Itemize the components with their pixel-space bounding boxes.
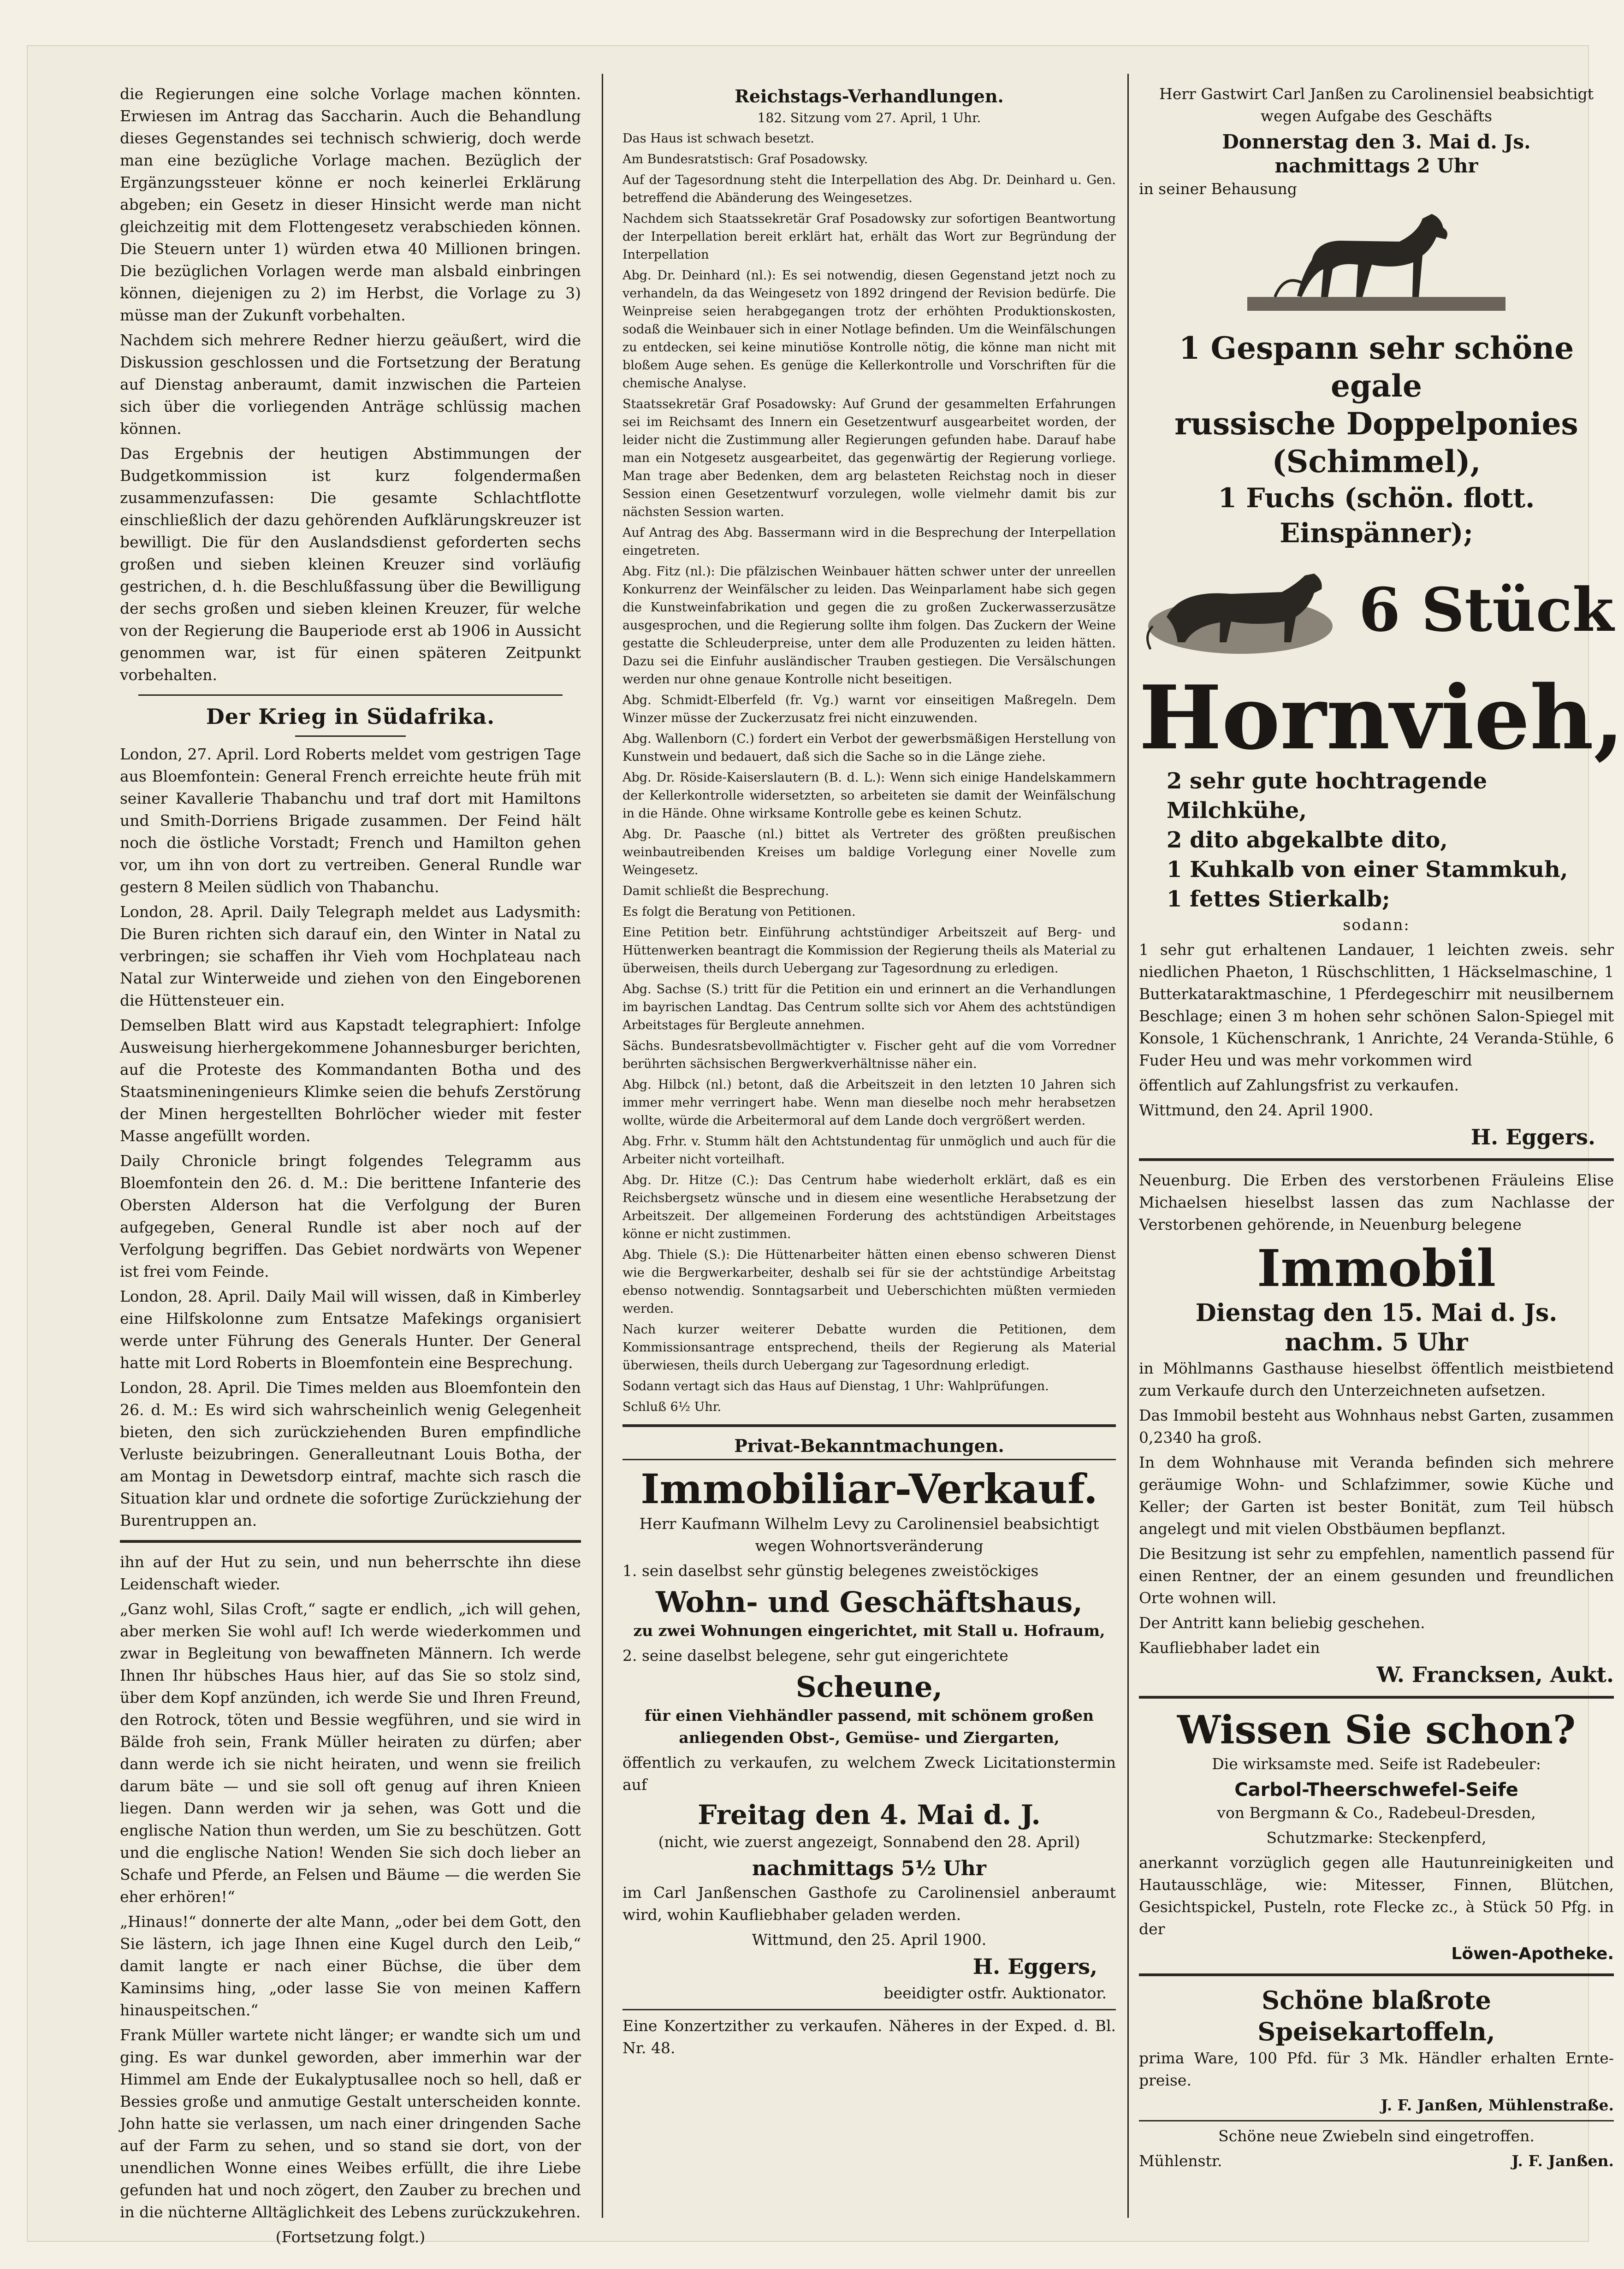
ad-title: Wissen Sie schon? — [1177, 1707, 1576, 1753]
ad-date-note: (nicht, wie zuerst angezeigt, Sonnabend den 28. April) — [658, 1833, 1080, 1851]
ad-signoff: Wittmund, den 25. April 1900. — [752, 1931, 987, 1949]
ad-signature: H. Eggers. — [1470, 1125, 1595, 1149]
ad-terms: öffentlich auf Zahlungsfrist zu verkaufen. — [1139, 1076, 1459, 1094]
divider — [622, 1459, 1116, 1460]
story-paragraph: „Ganz wohl, Silas Croft,“ sagte er endlich, „ich will gehen, aber merken Sie wohl auf! Ich werde wiederkommen und zwar in Begleitung von bewaffneten Männern. Ich werde Ihnen Ihr hübsches Haus hier, auf das Sie so stolz sind, über dem Kopf anzünden, ich werde Sie und Ihren Freund, den Rotrock, töten und Bessie wegführen, und sie wird in Bälde froh sein, Frank Müller heiraten zu dürfen; aber dann werde ich sie nicht heiraten, und wenn sie freilich darum bäte — und sie soll oft genug auf ihren Knieen liegen. Dann werden wir ja sehen, was Gott und die englische Nation thun werden, um Sie zu beschützen. Gott und die englische Nation! Wenden Sie sich doch lieber an Schafe und Pferde, an Felsen und Bäume — die werden Sie eher erhören!“ — [120, 1600, 581, 1906]
cattle-illustration — [1139, 557, 1342, 663]
ad-item: 2. seine daselbst belegene, sehr gut eingerichtete — [622, 1647, 1008, 1665]
column-rule — [602, 74, 603, 2218]
ad-body: Der Antritt kann beliebig geschehen. — [1139, 1614, 1425, 1632]
news-item: London, 28. April. Die Times melden aus Bloemfontein den 26. d. M.: Es wird sich wahrscheinlich wenig Gelegenheit bieten, den sich zurückziehenden Buren empfindliche Verluste beizubringen. Generalleutnant Louis Botha, der am Montag in Dewetsdorp eintraf, machte sich rasch die Situation klar und ordnete die sofortige Zurückziehung der Burentruppen an. — [120, 1379, 581, 1529]
war-heading: Der Krieg in Südafrika. — [206, 704, 495, 729]
cattle-item: 2 sehr gute hochtragende Milchkühe, — [1167, 768, 1488, 823]
ad-product: Carbol-Theerschwefel-Seife — [1234, 1779, 1518, 1801]
horse-illustration — [1247, 205, 1505, 325]
cattle-count: 6 Stück — [1358, 575, 1614, 645]
story-paragraph: Frank Müller wartete nicht länger; er wandte sich um und ging. Es war dunkel geworden, aber immerhin war der Himmel am Ende der Eukalyptusallee noch so hell, daß er Bessies große und anmutige Gestalt unterscheiden konnte. John hatte sie verlassen, um nach einer dringenden Sache auf der Farm zu sehen, und so stand sie dort, von der unendlichen Wonne eines Weibes erfüllt, die ihre Liebe gefunden hat und noch zögert, den Zauber zu brechen und in die nüchterne Alltäglichkeit des Lebens zurückzukehren. — [120, 2026, 581, 2221]
report-paragraph: Abg. Hilbck (nl.) betont, daß die Arbeitszeit in den letzten 10 Jahren sich immer mehr verringert habe. Wenn man dieselbe noch mehr herabsetzen wollte, würde die Arbeitermoral auf dem Lande doch vergrößert werden. — [622, 1078, 1116, 1128]
ad-title: Immobil — [1257, 1238, 1496, 1298]
story-footer: (Fortsetzung folgt.) — [275, 2228, 426, 2246]
ad-intro: Herr Gastwirt Carl Janßen zu Carolinensiel beabsichtigt wegen Aufgabe des Geschäfts — [1159, 85, 1594, 125]
ad-place: im Carl Janßenschen Gasthofe zu Carolinensiel anberaumt wird, wohin Kaufliebhaber geladen werden. — [622, 1884, 1116, 1924]
report-paragraph: Damit schließt die Besprechung. — [622, 884, 829, 898]
ad-date: Dienstag den 15. Mai d. Js. — [1195, 1299, 1558, 1327]
onion-ad — [1139, 2125, 1614, 2175]
ad-body: Die Besitzung ist sehr zu empfehlen, namentlich passend für einen Rentner, der an einem gesunden und freundlichen Orte wohnen will. — [1139, 1545, 1614, 1607]
divider — [622, 2009, 1116, 2010]
report-paragraph: Es folgt die Beratung von Petitionen. — [622, 905, 856, 919]
report-paragraph: Abg. Dr. Hitze (C.): Das Centrum habe wiederholt erklärt, daß es ein Reichsbergsetz wünsche und in diesem eine wesentliche Herabsetzung der Arbeitszeit. Der allgemeinen Forderung des achtstündigen Arbeitstages könne er nicht zustimmen. — [622, 1173, 1116, 1241]
divider — [138, 694, 563, 696]
ad-place: in seiner Behausung — [1139, 180, 1297, 198]
report-paragraph: Abg. Thiele (S.): Die Hüttenarbeiter hätten einen ebenso schweren Dienst wie die Bergwerkarbeiter, deshalb sei für sie der achtstündige Arbeitstag ebenso notwendig. Sonntagsarbeit und Ueberschichten müßten vermieden werden. — [622, 1248, 1116, 1316]
ad-body: anerkannt vorzüglich gegen alle Hautunreinigkeiten und Hautausschläge, wie: Mitesser, Finnen, Blütchen, Gesichtspickel, Pusteln, rote Flecke zc., à Stück 50 Pfg. in der — [1139, 1854, 1614, 1938]
report-paragraph: Abg. Dr. Röside-Kaiserslautern (B. d. L.): Wenn sich einige Handelskammern der Kellerkontrolle widersetzten, so arbeiteten sie damit der Weinfälschung in die Hände. Ohne wirksame Kontrolle gebe es keinen Schutz. — [622, 770, 1116, 821]
ad-street: Mühlenstr. — [1139, 2152, 1222, 2170]
ad-signoff: Wittmund, den 24. April 1900. — [1139, 1101, 1374, 1119]
report-paragraph: Abg. Dr. Paasche (nl.) bittet als Vertreter des größten preußischen weinbautreibenden Kreises um baldige Vorlegung einer Novelle zum Weingesetz. — [622, 827, 1116, 877]
ad-extra-items: 1 sehr gut erhaltenen Landauer, 1 leichten zweis. sehr niedlichen Phaeton, 1 Rüschschlitten, 1 Häckselmaschine, 1 Butterkataraktmaschine, 1 Pferdegeschirr mit neusilbernem Beschlage; einen 3 m hohen sehr schönen Salon-Spiegel mit Konsole, 1 Küchenschrank, 1 Anrichte, 24 Veranda-Stühle, 6 Fuder Heu und was mehr vorkommen wird — [1139, 941, 1614, 1069]
ad-intro: Neuenburg. Die Erben des verstorbenen Fräuleins Elise Michaelsen hieselbst lassen das zum Nachlasse der Verstorbenen gehörende, in Neuenburg belegene — [1139, 1171, 1614, 1233]
news-item: Demselben Blatt wird aus Kapstadt telegraphiert: Infolge Ausweisung hierhergekommene Johannesburger berichten, auf die Proteste des Kommandanten Botha und des Staatsmineningenieurs Klimke seien die behufs Zerstörung der Minen hergestellten Bohrlöcher wieder mit fester Masse angefüllt worden. — [120, 1016, 581, 1145]
zither-ad: Eine Konzertzither zu verkaufen. Näheres in der Exped. d. Bl. Nr. 48. — [622, 2017, 1116, 2057]
report-paragraph: Auf Antrag des Abg. Bassermann wird in die Besprechung der Interpellation eingetreten. — [622, 526, 1116, 558]
ad-barn: Scheune, — [795, 1670, 943, 1704]
ad-sale-text: öffentlich zu verkaufen, zu welchem Zweck Licitationstermin auf — [622, 1754, 1116, 1794]
ad-time: nachm. 5 Uhr — [1285, 1328, 1468, 1357]
ad-time: nachmittags 5½ Uhr — [752, 1857, 986, 1880]
news-item: London, 28. April. Daily Telegraph meldet aus Ladysmith: Die Buren richten sich darauf ein, den Winter in Natal zu verbringen; sie schaffen ihr Vieh vom Hochplateau nach Natal zur Winterweide und ziehen von den Eingeborenen die Hüttensteuer ein. — [120, 903, 581, 1009]
report-paragraph: Sächs. Bundesratsbevollmächtigter v. Fischer geht auf die vom Vorredner berührten sächsischen Bergwerkverhältnisse näher ein. — [622, 1039, 1116, 1071]
ad-sodann: sodann: — [1343, 916, 1410, 934]
ad-signature: H. Eggers, — [972, 1954, 1097, 1979]
news-item: London, 28. April. Daily Mail will wissen, daß in Kimberley eine Hilfskolonne zum Entsatze Mafekings organisiert werde unter Führung des Generals Hunter. Der General hatte mit Lord Roberts in Bloemfontein eine Besprechung. — [120, 1287, 581, 1372]
column-right — [1139, 83, 1624, 2204]
report-paragraph: Abg. Frhr. v. Stumm hält den Achtstundentag für unmöglich und auch für die Arbeiter nicht vorteilhaft. — [622, 1134, 1116, 1167]
section-divider — [622, 1424, 1116, 1427]
newspaper-page — [28, 46, 1624, 2246]
report-paragraph: Nachdem sich Staatssekretär Graf Posadowsky zur sofortigen Beantwortung der Interpellation bereit erklärt hat, erhält das Wort zur Begründung der Interpellation — [622, 212, 1116, 262]
cattle-title: Hornvieh, — [1139, 666, 1624, 769]
ad-body: Kaufliebhaber ladet ein — [1139, 1639, 1320, 1657]
news-item: London, 27. April. Lord Roberts meldet vom gestrigen Tage aus Bloemfontein: General French erreichte heute früh mit seiner Kavallerie Thabanchu und traf dort mit Hamiltons und Smith-Dorriens Brigade zusammen. Der Feind hält noch die östliche Vorstadt; French und Hamilton gehen vor, um ihn von dort zu vertreiben. General Rundle war gestern 8 Meilen südlich von Thabanchu. — [120, 745, 581, 896]
article-paragraph: Nachdem sich mehrere Redner hierzu geäußert, wird die Diskussion geschlossen und die Fortsetzung der Beratung auf Dienstag anberaumt, damit inzwischen die Parteien sich über die vorliegenden Anträge schlüssig machen können. — [120, 331, 581, 438]
immobil-ad — [1139, 1169, 1614, 1688]
column-middle — [622, 83, 1116, 2204]
session-subheading: 182. Sitzung vom 27. April, 1 Uhr. — [757, 110, 981, 125]
ad-signature: J. F. Janßen. — [1511, 2152, 1614, 2170]
potato-ad — [1139, 1985, 1614, 2116]
story-paragraph: „Hinaus!“ donnerte der alte Mann, „oder bei dem Gott, den Sie lästern, ich jage Ihnen eine Kugel durch den Leib,“ damit langte er nach einer Büchse, die über dem Kaminsims hing, „oder lasse Sie von meinen Kaffern hinauspeitschen.“ — [120, 1913, 581, 2019]
cattle-item: 2 dito abgekalbte dito, — [1167, 827, 1448, 853]
ad-mark: Schutzmarke: Steckenpferd, — [1266, 1829, 1487, 1847]
ad-house-detail: zu zwei Wohnungen eingerichtet, mit Stall u. Hofraum, — [633, 1622, 1105, 1640]
section-divider — [1139, 1973, 1614, 1976]
soap-ad — [1139, 1707, 1614, 1965]
story-paragraph: ihn auf der Hut zu sein, und nun beherrschte ihn diese Leidenschaft wieder. — [120, 1553, 581, 1593]
ad-footer-row — [1139, 2150, 1614, 2175]
ad-title: Immobiliar-Verkauf. — [640, 1465, 1098, 1513]
ad-signature: J. F. Janßen, Mühlenstraße. — [1381, 2096, 1614, 2114]
ad-house: Wohn- und Geschäftshaus, — [656, 1585, 1083, 1619]
report-paragraph: Das Haus ist schwach besetzt. — [622, 131, 814, 146]
ad-signature: W. Francksen, Aukt. — [1376, 1662, 1614, 1687]
ad-body: in Möhlmanns Gasthause hieselbst öffentlich meistbietend zum Verkaufe durch den Unterzeichneten aufsetzen. — [1139, 1359, 1614, 1399]
cattle-item: 1 fettes Stierkalb; — [1167, 886, 1390, 912]
report-paragraph: Auf der Tagesordnung steht die Interpellation des Abg. Dr. Deinhard u. Gen. betreffend die Abänderung des Weingesetzes. — [622, 173, 1116, 205]
report-paragraph: Sodann vertagt sich das Haus auf Dienstag, 1 Uhr: Wahlprüfungen. — [622, 1379, 1049, 1393]
ad-time: nachmittags 2 Uhr — [1274, 154, 1478, 177]
ad-date: Donnerstag den 3. Mai d. Js. — [1222, 130, 1531, 153]
private-notices-heading: Privat-Bekanntmachungen. — [734, 1435, 1004, 1456]
ad-item: 1. sein daselbst sehr günstig belegenes zweistöckiges — [622, 1562, 1039, 1580]
ad-line: russische Doppelponies — [1174, 406, 1578, 442]
report-paragraph: Schluß 6½ Uhr. — [622, 1400, 722, 1414]
news-item: Daily Chronicle bringt folgendes Telegramm aus Bloemfontein den 26. d. M.: Die berittene Infanterie des Obersten Alderson hat die Verfolgung der Buren aufgegeben, General Rundle ist aber noch auf der Verfolgung begriffen. Das Gebiet nordwärts von Wepener ist frei vom Feinde. — [120, 1152, 581, 1280]
reichstag-heading: Reichstags-Verhandlungen. — [735, 86, 1004, 107]
article-paragraph: Das Ergebnis der heutigen Abstimmungen der Budgetkommission ist kurz folgendermaßen zusammenzufassen: Die gesamte Schlachtflotte einschließlich der dazu gehörenden Aufklärungskreuzer ist bewilligt. Die für den Auslandsdienst geforderten sechs großen und sieben kleinen Kreuzer sind vorläufig gestrichen, d. h. die Beschlußfassung über die Bewilligung der sechs großen und sieben kleinen Kreuzer, für welche von der Regierung die Bauperiode erst ab 1906 in Aussicht genommen war, ist für einen späteren Zeitpunkt vorbehalten. — [120, 444, 581, 684]
divider — [295, 735, 406, 737]
livestock-auction-ad — [1139, 83, 1624, 1150]
ad-line: (Schimmel), — [1272, 444, 1481, 480]
section-divider — [1139, 1158, 1614, 1161]
ad-maker: von Bergmann & Co., Radebeul-Dresden, — [1217, 1804, 1536, 1822]
report-paragraph: Abg. Dr. Deinhard (nl.): Es sei notwendig, diesen Gegenstand jetzt noch zu verhandeln, da das Weingesetz von 1892 dringend der Revision bedürfe. Die Weinpreise seien herabgegangen trotz der erhöhten Produktionskosten, sodaß die Weinbauer sich in einer Notlage befinden. Um die Weinfälschungen zu entdecken, sei keine minutiöse Kontrolle nötig, die könne man nicht mit bloßem Auge sehen. Es genüge die Kellerkontrolle und Vorschriften für die chemische Analyse. — [622, 268, 1116, 391]
report-paragraph: Abg. Sachse (S.) tritt für die Petition ein und erinnert an die Verhandlungen im bayrischen Landtag. Das Centrum sollte sich vor Ahem des achtstündigen Arbeitstages für Bergleute annehmen. — [622, 982, 1116, 1032]
cattle-row — [1139, 557, 1614, 663]
report-paragraph: Staatssekretär Graf Posadowsky: Auf Grund der gesammelten Erfahrungen sei im Reichsamt des Innern ein Gesetzentwurf ausgearbeitet worden, der leider nicht die Zustimmung aller Regierungen gefunden habe. Darauf habe man ein Notgesetz ausgearbeitet, das gegenwärtig der Regierung vorliege. Man trage aber Bedenken, dem arg belasteten Reichstag noch in dieser Session einen Gesetzentwurf vorzulegen, wolle vielmehr damit bis zur nächsten Session warten. — [622, 397, 1116, 519]
cattle-item: 1 Kuhkalb von einer Stammkuh, — [1167, 857, 1568, 883]
reichstag-report — [622, 130, 1116, 1416]
divider — [1139, 2120, 1614, 2121]
ad-body: Schöne neue Zwiebeln sind eingetroffen. — [1218, 2127, 1535, 2145]
column-left — [120, 83, 581, 2246]
column-rule — [1127, 74, 1129, 2218]
report-paragraph: Am Bundesratstisch: Graf Posadowsky. — [622, 152, 868, 166]
property-sale-ad — [622, 1465, 1116, 2004]
report-paragraph: Abg. Fitz (nl.): Die pfälzischen Weinbauer hätten schwer unter der unreellen Konkurrenz der Weinfälscher zu leiden. Das Weinparlament habe sich gegen die Kunstweinfabrikation und gegen die zu großen Zuckerwasserzusätze ausgesprochen, und die Regierung sollte ihm folgen. Das Zuckern der Weine gestatte die Schleuderpreise, unter dem alle Produzenten zu leiden hätten. Dazu sei die Einfuhr ausländischer Trauben gestiegen. Die Versälschungen werden nur ohne genaue Kontrolle nicht beseitigen. — [622, 564, 1116, 687]
report-paragraph: Abg. Wallenborn (C.) fordert ein Verbot der gewerbsmäßigen Herstellung von Kunstwein und bedauert, daß sich die Sache so in die Länge ziehe. — [622, 732, 1116, 764]
article-paragraph: die Regierungen eine solche Vorlage machen könnten. Erwiesen im Antrag das Saccharin. Auch die Behandlung dieses Gegenstandes sei technisch schwierig, doch werde man eine bezügliche Vorlage machen. Bezüglich der Ergänzungssteuer könne er noch keinerlei Erklärung abgeben; ein Gesetz in dieser Hinsicht werde man nicht gleichzeitig mit dem Flottengesetz verabschieden können. Die Steuern unter 1) würden etwa 40 Millionen bringen. Die bezüglichen Vorlagen werde man alsbald einbringen können, diejenigen zu 2) im Herbst, die Vorlage zu 3) müsse man der Zukunft vorbehalten. — [120, 85, 581, 324]
ad-line: 1 Fuchs (schön. flott. Einspänner); — [1218, 482, 1535, 549]
report-paragraph: Nach kurzer weiterer Debatte wurden die Petitionen, dem Kommissionsantrage entsprechend, theils der Regierung als Material überwiesen, theils durch Uebergang zur Tagesordnung erledigt. — [622, 1322, 1116, 1373]
report-paragraph: Abg. Schmidt-Elberfeld (fr. Vg.) warnt vor einseitigen Maßregeln. Dem Winzer müsse der Zuckerzusatz frei nicht einzuwenden. — [622, 693, 1116, 725]
ad-barn-detail: für einen Viehhändler passend, mit schönem großen anliegenden Obst-, Gemüse- und Ziergarten, — [645, 1706, 1094, 1747]
ad-body: prima Ware, 100 Pfd. für 3 Mk. Händler erhalten Erntepreise. — [1139, 2049, 1614, 2089]
ad-line: 1 Gespann sehr schöne egale — [1179, 330, 1574, 404]
ad-title: Schöne blaßrote Speisekartoffeln, — [1257, 1985, 1495, 2046]
section-divider — [1139, 1696, 1614, 1699]
ad-intro: Herr Kaufmann Wilhelm Levy zu Carolinensiel beabsichtigt wegen Wohnortsveränderung — [639, 1515, 1099, 1555]
ad-line: Die wirksamste med. Seife ist Radebeuler: — [1212, 1755, 1541, 1773]
report-paragraph: Eine Petition betr. Einführung achtstündiger Arbeitszeit auf Berg- und Hüttenwerken beantragt die Kommission der Regierung theils als Material zu überweisen, theils durch Uebergang zur Tagesordnung zu erledigen. — [622, 925, 1116, 976]
ad-body: In dem Wohnhause mit Veranda befinden sich mehrere geräumige Wohn- und Schlafzimmer, sowie Küche und Keller; der Garten ist bester Bonität, zum Teil hübsch angelegt und mit vielen Obstbäumen bepflanzt. — [1139, 1453, 1614, 1538]
ad-signature-title: beeidigter ostfr. Auktionator. — [883, 1984, 1107, 2002]
ad-store: Löwen-Apotheke. — [1451, 1944, 1614, 1963]
ad-body: Das Immobil besteht aus Wohnhaus nebst Garten, zusammen 0,2340 ha groß. — [1139, 1406, 1614, 1446]
section-divider — [120, 1540, 581, 1543]
ad-date: Freitag den 4. Mai d. J. — [698, 1799, 1041, 1831]
